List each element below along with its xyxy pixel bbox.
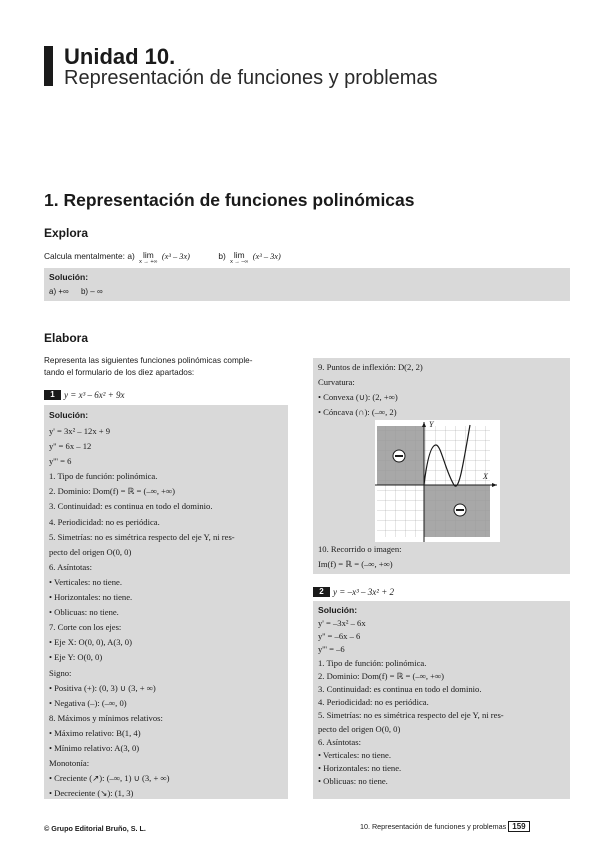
solution-line: y' = –3x² – 6x bbox=[318, 618, 366, 628]
solution-line: Curvatura: bbox=[318, 377, 355, 387]
solution-line: 10. Recorrido o imagen: bbox=[318, 544, 402, 554]
solution-line: 3. Continuidad: es continua en todo el dominio. bbox=[49, 501, 213, 512]
solution-line: y'' = 6x – 12 bbox=[49, 441, 92, 452]
solution-line: 7. Corte con los ejes: bbox=[49, 622, 122, 633]
graph-y-label: Y bbox=[429, 420, 434, 429]
solution-line: • Mínimo relativo: A(3, 0) bbox=[49, 742, 140, 753]
unit-subtitle: Representación de funciones y problemas bbox=[64, 67, 438, 89]
solution-line: Monotonía: bbox=[49, 758, 90, 769]
b-label: b) bbox=[218, 251, 226, 261]
exercise-2-title bbox=[313, 587, 394, 597]
elabora-intro-line1: Representa las siguientes funciones polinómicas comple- bbox=[44, 356, 253, 365]
publisher: © Grupo Editorial Bruño, S. L. bbox=[44, 824, 146, 833]
solution-a: a) +∞ bbox=[49, 287, 69, 296]
exercise-2-number: 2 bbox=[313, 587, 330, 597]
solution-line: • Cóncava (∩): (–∞, 2) bbox=[318, 407, 397, 417]
page-number: 159 bbox=[508, 821, 529, 832]
solution-line: • Convexa (∪): (2, +∞) bbox=[318, 392, 398, 402]
footer-right bbox=[360, 822, 530, 831]
solution-line: 6. Asíntotas: bbox=[49, 561, 92, 572]
exercise-2-solution-box bbox=[313, 601, 570, 799]
solution-line: • Horizontales: no tiene. bbox=[318, 763, 402, 774]
exercise-2-solution-title: Solución: bbox=[318, 605, 358, 615]
elabora-heading: Elabora bbox=[44, 331, 89, 345]
solution-line: 6. Asíntotas: bbox=[318, 736, 361, 747]
exercise-1-continuation-box bbox=[313, 358, 570, 574]
title-bar-decoration bbox=[44, 46, 53, 86]
footer-chapter: 10. Representación de funciones y problemas bbox=[360, 822, 507, 831]
solution-line: • Creciente (↗): (–∞, 1) ∪ (3, + ∞) bbox=[49, 773, 170, 784]
unit-title: Unidad 10. bbox=[64, 44, 176, 69]
solution-line: 3. Continuidad: es continua en todo el dominio. bbox=[318, 684, 482, 695]
solution-line: 5. Simetrías: no es simétrica respecto del eje Y, ni res- bbox=[49, 531, 235, 542]
solution-line: pecto del origen O(0, 0) bbox=[49, 546, 132, 557]
solution-line: y''' = –6 bbox=[318, 644, 345, 655]
explora-prompt-prefix: Calcula mentalmente: a) bbox=[44, 251, 135, 261]
solution-line: Im(f) = ℝ = (–∞, +∞) bbox=[318, 559, 393, 569]
section-title: 1. Representación de funciones polinómicas bbox=[44, 190, 415, 210]
limit-b: lim x → –∞ bbox=[230, 250, 249, 265]
exercise-1-solution-box bbox=[44, 405, 288, 799]
exercise-1-continuation-top bbox=[318, 360, 423, 420]
solution-line: • Verticales: no tiene. bbox=[318, 750, 392, 761]
exercise-2-function: y = –x³ – 3x² + 2 bbox=[333, 587, 395, 597]
solution-line: • Eje X: O(0, 0), A(3, 0) bbox=[49, 637, 132, 648]
solution-line: 9. Puntos de inflexión: D(2, 2) bbox=[318, 362, 423, 372]
explora-heading: Explora bbox=[44, 226, 89, 240]
limit-b-expr: (x³ – 3x) bbox=[252, 252, 281, 261]
exercise-1-continuation-bottom bbox=[318, 542, 402, 572]
solution-line: 4. Periodicidad: no es periódica. bbox=[49, 516, 160, 527]
solution-line: y' = 3x² – 12x + 9 bbox=[49, 426, 111, 436]
explora-solution-title: Solución: bbox=[49, 272, 89, 282]
solution-line: • Horizontales: no tiene. bbox=[49, 592, 133, 603]
solution-line: Signo: bbox=[49, 667, 72, 678]
explora-solution-values bbox=[49, 287, 103, 296]
solution-line: • Verticales: no tiene. bbox=[49, 576, 123, 587]
graph-x-label: X bbox=[483, 472, 488, 481]
solution-line: • Máximo relativo: B(1, 4) bbox=[49, 727, 141, 738]
solution-line: 1. Tipo de función: polinómica. bbox=[318, 657, 427, 668]
solution-line: 2. Dominio: Dom(f) = ℝ = (–∞, +∞) bbox=[318, 670, 444, 681]
solution-line: • Oblicuas: no tiene. bbox=[318, 776, 388, 787]
graph bbox=[375, 420, 500, 542]
solution-line: • Eje Y: O(0, 0) bbox=[49, 652, 103, 663]
explora-prompt bbox=[44, 251, 281, 265]
solution-line: 4. Periodicidad: no es periódica. bbox=[318, 697, 429, 708]
solution-line: y'' = –6x – 6 bbox=[318, 631, 361, 642]
solution-line: • Positiva (+): (0, 3) ∪ (3, + ∞) bbox=[49, 682, 156, 693]
exercise-1-number: 1 bbox=[44, 390, 61, 400]
solution-line: 1. Tipo de función: polinómica. bbox=[49, 471, 158, 482]
solution-b: b) – ∞ bbox=[80, 287, 103, 296]
solution-line: 8. Máximos y mínimos relativos: bbox=[49, 712, 163, 723]
solution-line: • Oblicuas: no tiene. bbox=[49, 607, 119, 618]
limit-a-expr: (x³ – 3x) bbox=[161, 252, 190, 261]
explora-solution-box bbox=[44, 268, 570, 301]
exercise-1-function: y = x³ – 6x² + 9x bbox=[64, 390, 125, 400]
exercise-1-title bbox=[44, 390, 125, 400]
exercise-1-solution-title: Solución: bbox=[49, 410, 89, 420]
elabora-intro bbox=[44, 355, 252, 379]
solution-line: y''' = 6 bbox=[49, 456, 72, 467]
elabora-intro-line2: tando el formulario de los diez apartados: bbox=[44, 368, 195, 377]
exercise-2-solution-lines bbox=[318, 617, 504, 789]
solution-line: • Negativa (–): (–∞, 0) bbox=[49, 697, 127, 708]
exercise-1-solution-lines bbox=[49, 424, 235, 801]
graph-svg bbox=[375, 420, 500, 542]
solution-line: 2. Dominio: Dom(f) = ℝ = (–∞, +∞) bbox=[49, 486, 175, 497]
limit-a: lim x → +∞ bbox=[139, 250, 158, 265]
solution-line: 5. Simetrías: no es simétrica respecto del eje Y, ni res- bbox=[318, 710, 504, 721]
solution-line: • Decreciente (↘): (1, 3) bbox=[49, 788, 134, 799]
solution-line: pecto del origen O(0, 0) bbox=[318, 723, 401, 734]
